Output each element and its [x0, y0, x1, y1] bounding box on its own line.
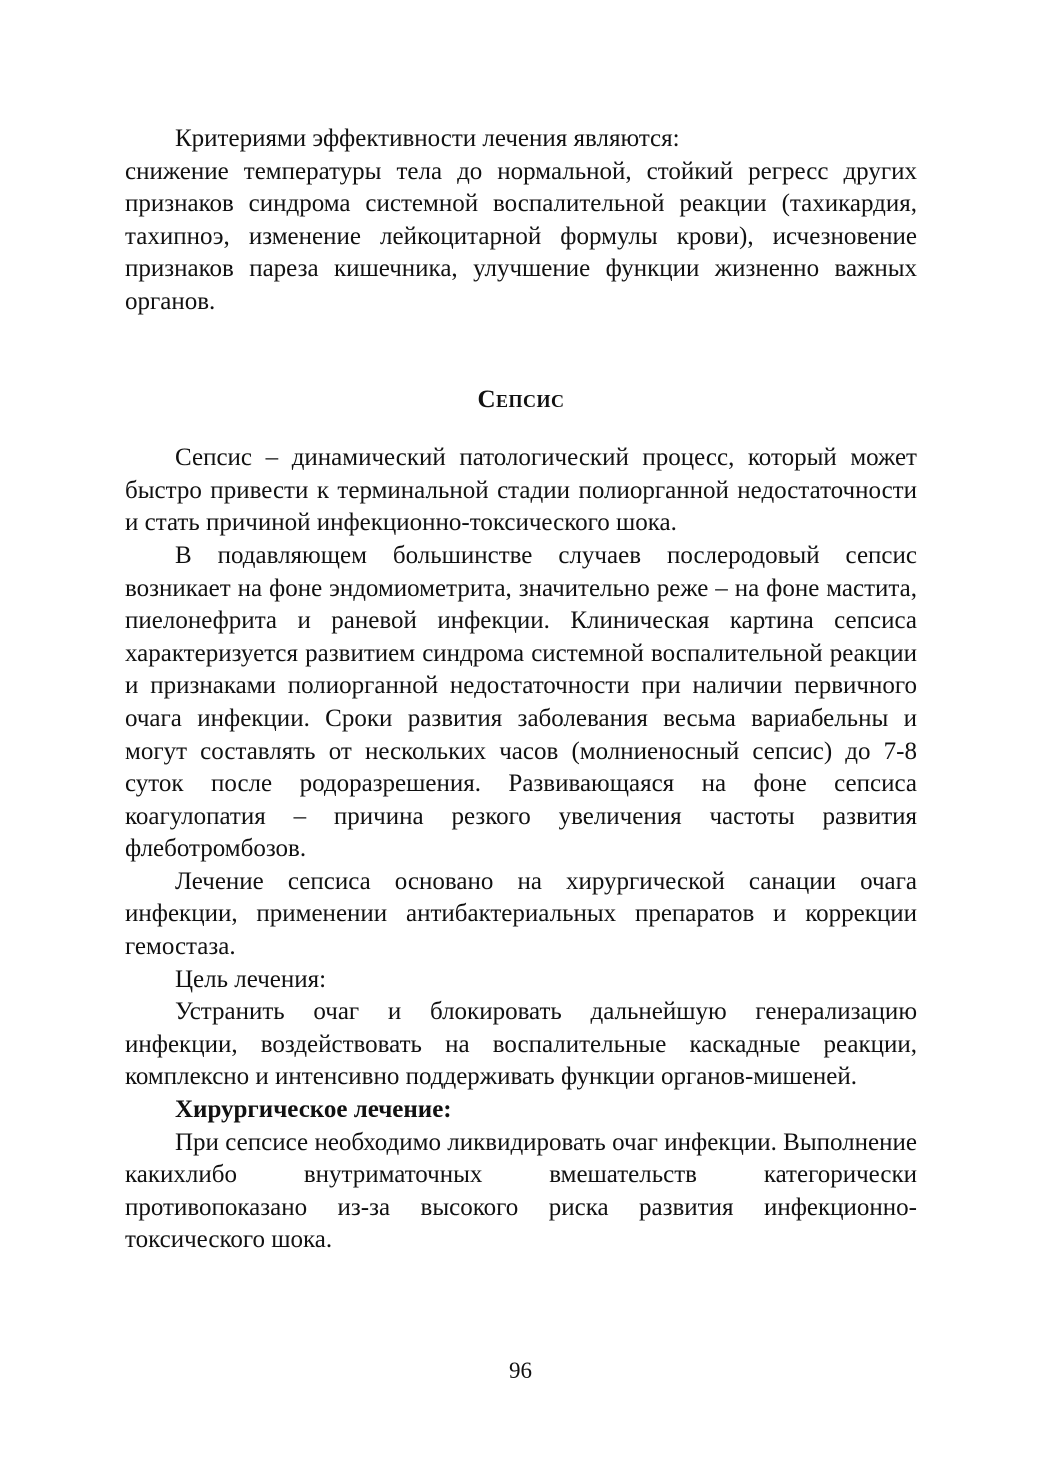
page-content	[125, 123, 917, 1257]
paragraph-treatment: Лечение сепсиса основано на хирургической санации очага инфекции, применении антибактериальных препаратов и коррекции гемостаза.	[125, 867, 917, 961]
page-number: 96	[509, 1358, 532, 1383]
paragraph-surgical: При сепсисе необходимо ликвидировать очаг инфекции. Выполнение какихлибо внутриматочных вмешательств категорически противопоказано из-за высокого риска развития инфекционно-токсического шока.	[125, 1128, 917, 1254]
criteria-lead: Критериями эффективности лечения являются:	[175, 125, 680, 152]
criteria-body: снижение температуры тела до нормальной, стойкий регресс других признаков синдрома системной воспалительной реакции (тахикардия, тахипноэ, изменение лейкоцитарной формулы крови), исчезновение признаков пареза кишечника, улучшение функции жизненно важных органов.	[125, 157, 917, 315]
paragraph-definition: Сепсис – динамический патологический процесс, который может быстро привести к терминальной стадии полиорганной недостаточности и стать причиной инфекционно-токсического шока.	[125, 444, 917, 537]
paragraph-clinical: В подавляющем большинстве случаев послеродовый сепсис возникает на фоне эндомиометрита, значительно реже – на фоне мастита, пиелонефрита и раневой инфекции. Клиническая картина сепсиса характеризуется развитием синдрома системной воспалительной реакции и признаками полиорганной недостаточности при наличии первичного очага инфекции. Сроки развития заболевания весьма вариабельны и могут составлять от нескольких часов (молниеносный сепсис) до 7-8 суток после родоразрешения. Развивающаяся на фоне сепсиса коагулопатия – причина резкого увеличения частоты развития флеботромбозов.	[125, 541, 917, 863]
section-heading	[125, 384, 917, 417]
paragraph-goal: Устранить очаг и блокировать дальнейшую генерализацию инфекции, воздействовать на воспалительные каскадные реакции, комплексно и интенсивно поддерживать функции органов-мишеней.	[125, 998, 917, 1091]
section-title: Сепсис	[477, 385, 565, 413]
paragraph-goal-label: Цель лечения:	[175, 965, 327, 993]
surgical-heading: Хирургическое лечение:	[175, 1096, 452, 1124]
